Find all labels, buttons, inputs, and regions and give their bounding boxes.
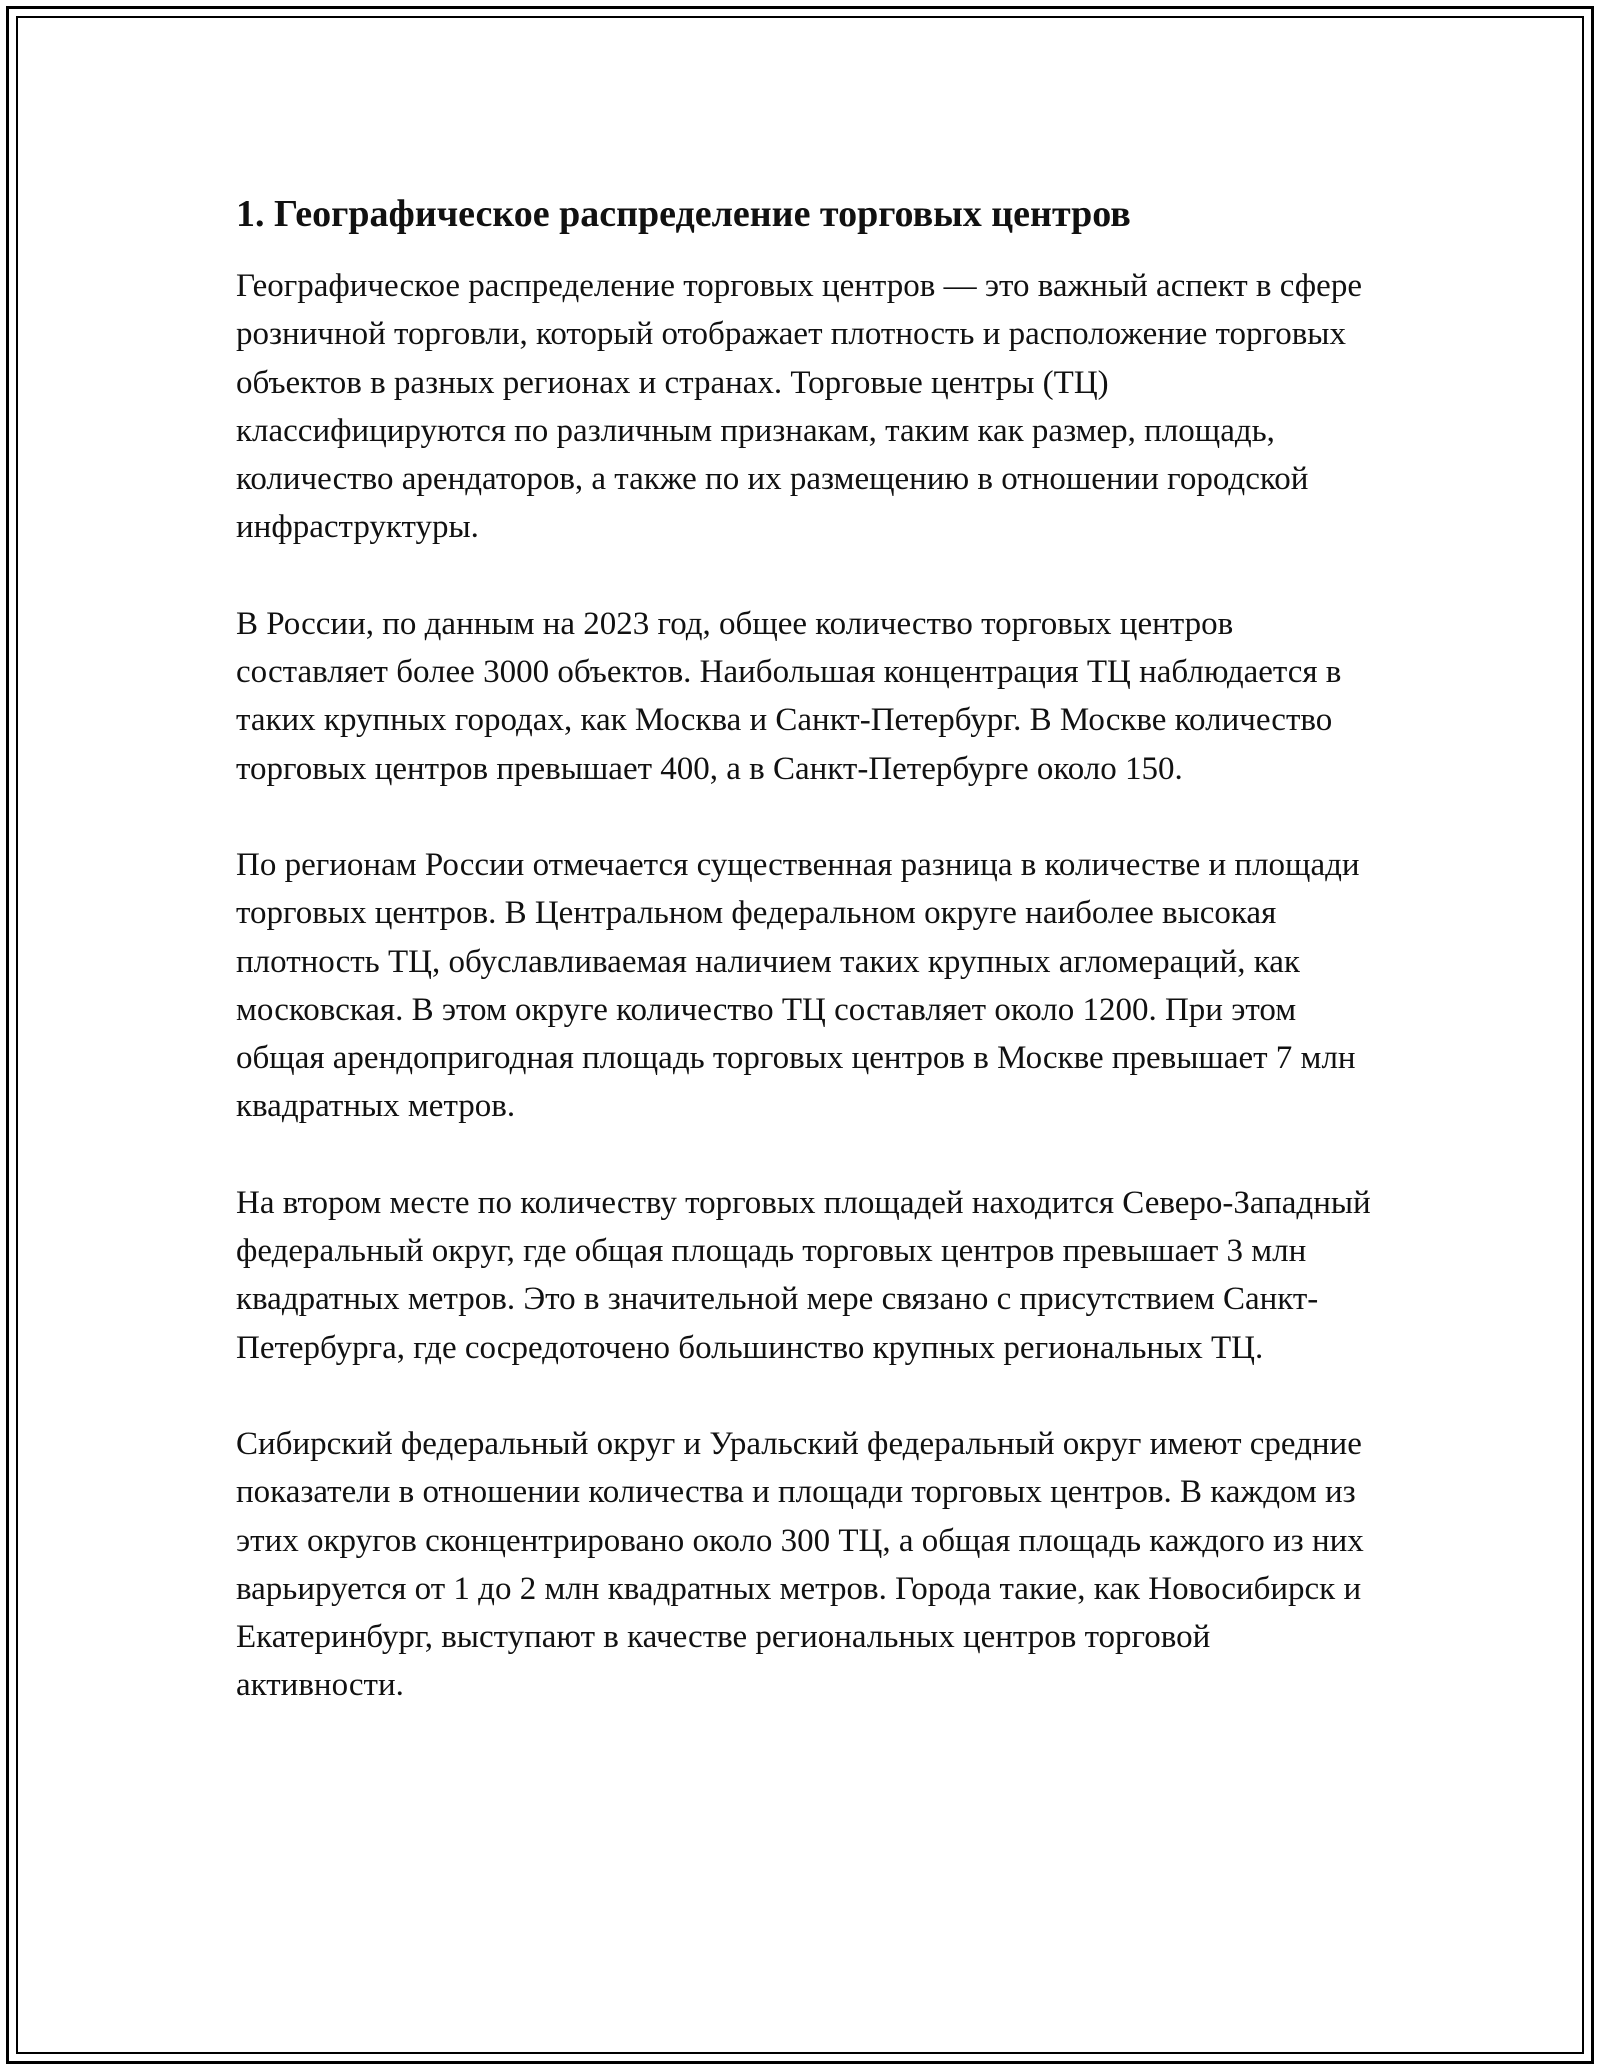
paragraph-intro: Географическое распределение торговых центров — это важный аспект в сфере розничной торговли, который отображает плотность и расположение торговых объектов в разных регионах и странах. Торговые центры (ТЦ) классифицируются по различным признакам, таким как размер, площадь, количество арендаторов, а также по их размещению в отношении городской инфраструктуры. [236, 268, 1362, 546]
section-heading: 1. Географическое распределение торговых центров [236, 193, 1131, 235]
paragraph-siberia-ural: Сибирский федеральный округ и Уральский федеральный округ имеют средние показатели в отношении количества и площади торговых центров. В каждом из этих округов сконцентрировано около 300 ТЦ, а общая площадь каждого из них варьируется от 1 до 2 млн квадратных метров. Города такие, как Новосибирск и Екатеринбург, выступают в качестве региональных центров торговой активности. [236, 1425, 1364, 1704]
paragraph-northwest-district: На втором месте по количеству торговых площадей находится Северо-Западный федеральный округ, где общая площадь торговых центров превышает 3 млн квадратных метров. Это в значительной мере связано с присутствием Санкт-Петербурга, где сосредоточено большинство крупных региональных ТЦ. [236, 1184, 1371, 1366]
document-body [236, 186, 1376, 1758]
paragraph-russia-totals: В России, по данным на 2023 год, общее количество торговых центров составляет более 3000 объектов. Наибольшая концентрация ТЦ наблюдается в таких крупных городах, как Москва и Санкт-Петербург. В Москве количество торговых центров превышает 400, а в Санкт-Петербурге около 150. [236, 605, 1342, 787]
paragraph-central-district: По регионам России отмечается существенная разница в количестве и площади торговых центров. В Центральном федеральном округе наиболее высокая плотность ТЦ, обуславливаемая наличием таких крупных агломераций, как московская. В этом округе количество ТЦ составляет около 1200. При этом общая арендопригодная площадь торговых центров в Москве превышает 7 млн квадратных метров. [236, 846, 1360, 1125]
